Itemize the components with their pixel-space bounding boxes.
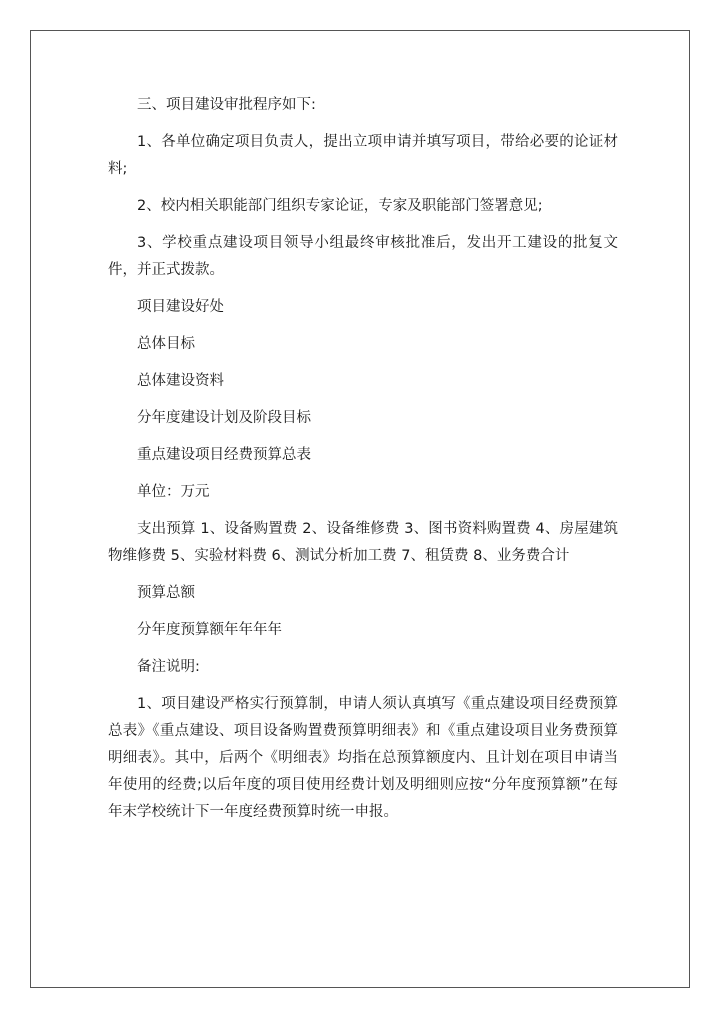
budget-items: 支出预算 1、设备购置费 2、设备维修费 3、图书资料购置费 4、房屋建筑物维修费 5、实验材料费 6、测试分析加工费 7、租赁费 8、业务费合计 [108,521,618,564]
heading-annual-plan: 分年度建设计划及阶段目标 [137,410,311,426]
approval-step-3: 3、学校重点建设项目领导小组最终审核批准后，发出开工建设的批复文件，并正式拨款。 [108,235,618,278]
budget-total: 预算总额 [137,585,195,601]
heading-remarks: 备注说明: [137,659,200,675]
budget-unit: 单位：万元 [137,484,210,500]
approval-step-1: 1、各单位确定项目负责人，提出立项申请并填写项目，带给必要的论证材料; [108,134,618,177]
budget-annual: 分年度预算额年年年年 [137,622,282,638]
heading-project-benefits: 项目建设好处 [137,299,224,315]
section-heading-approval: 三、项目建设审批程序如下: [137,97,316,113]
remark-1: 1、项目建设严格实行预算制，申请人须认真填写《重点建设项目经费预算总表》《重点建设、项目设备购置费预算明细表》和《重点建设项目业务费预算明细表》。其中，后两个《明细表》均指在总预算额度内、且计划在项目申请当年使用的经费;以后年度的项目使用经费计划及明细则应按“分年度预算额”在每年末学校统计下一年度经费预算时统一申报。 [108,696,618,820]
approval-step-2: 2、校内相关职能部门组织专家论证，专家及职能部门签署意见; [137,198,543,214]
heading-budget-table: 重点建设项目经费预算总表 [137,447,311,463]
heading-overall-goal: 总体目标 [137,336,195,352]
heading-overall-materials: 总体建设资料 [137,373,224,389]
document-body [108,92,618,836]
